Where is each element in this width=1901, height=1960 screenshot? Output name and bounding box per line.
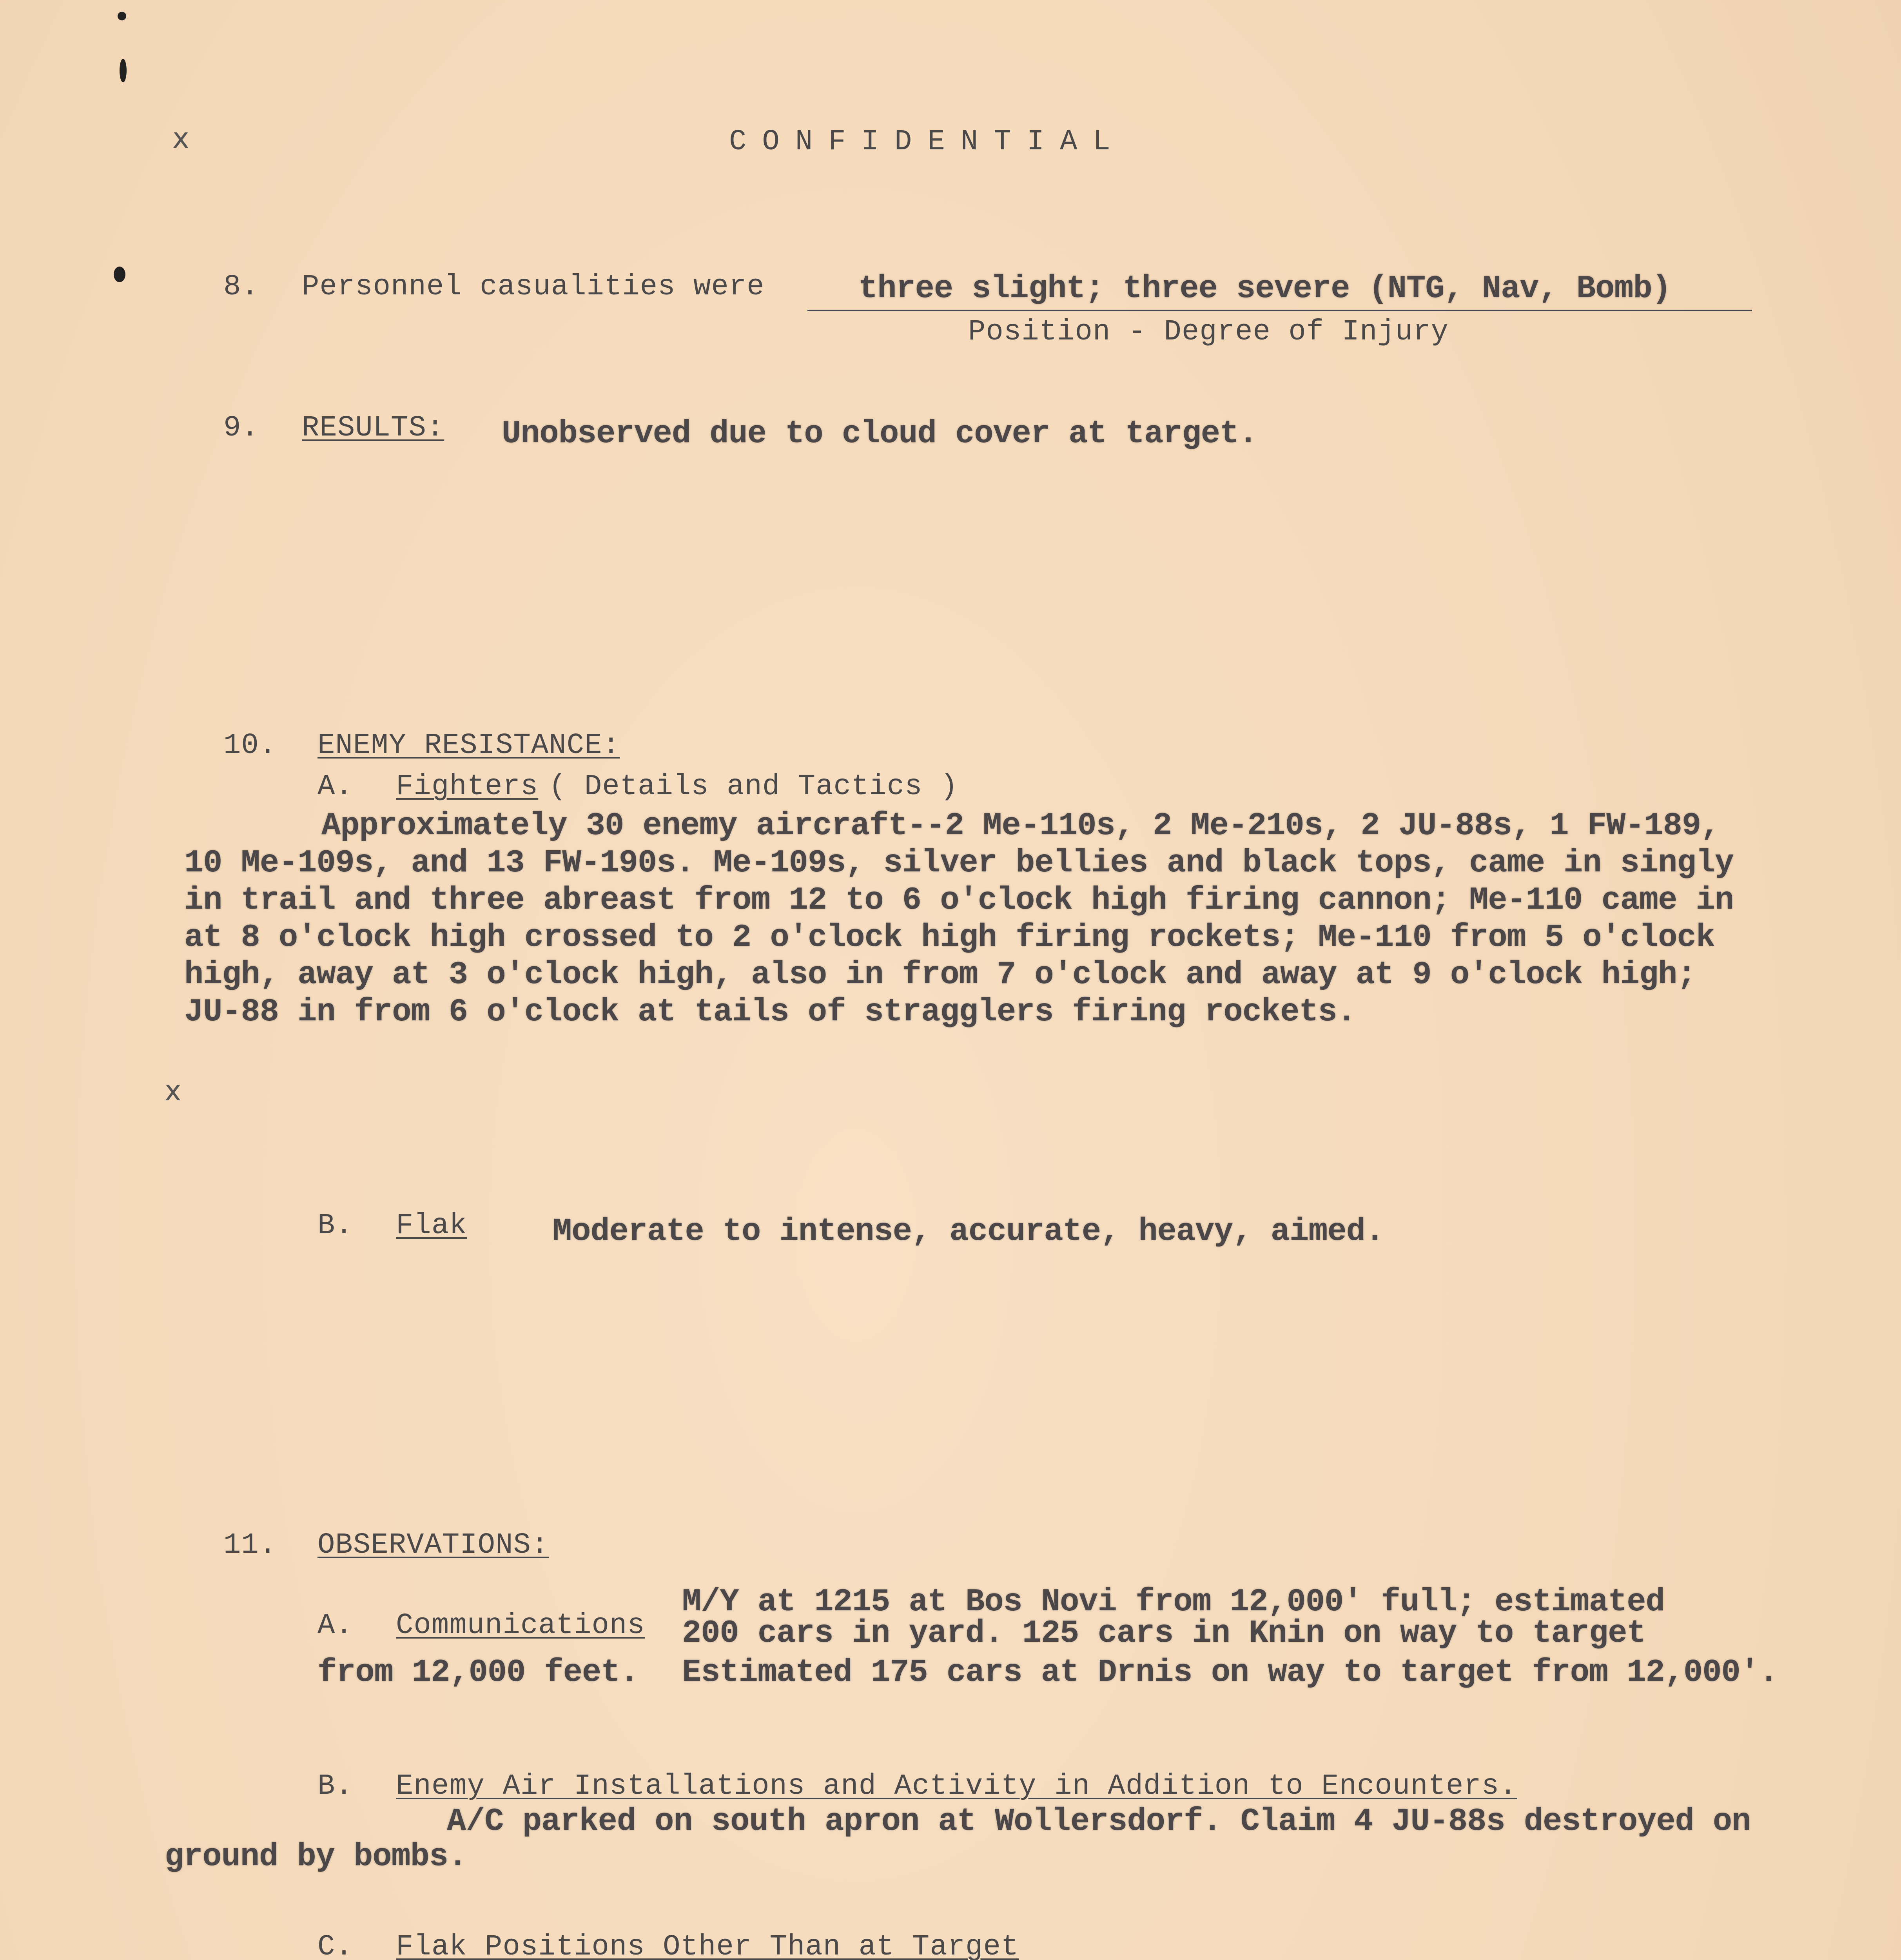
item-8-underline [807,310,1752,311]
item-10-b-value: Moderate to intense, accurate, heavy, aimed. [553,1213,1384,1250]
margin-mark: x [172,122,189,154]
item-11-number: 11. [223,1529,277,1562]
item-8-value: three slight; three severe (NTG, Nav, Bomb) [858,270,1671,307]
item-11-label: OBSERVATIONS: [317,1529,549,1562]
item-10-b-letter: B. [317,1209,353,1242]
item-9-value: Unobserved due to cloud cover at target. [502,416,1258,452]
item-9-label: RESULTS: [302,412,444,445]
item-8-caption: Position - Degree of Injury [968,316,1449,348]
paper-speck [120,59,127,82]
item-9-number: 9. [223,412,259,445]
margin-mark: x [165,1074,181,1107]
item-10-a-subtitle: ( Details and Tactics ) [549,770,958,803]
air-installations-line: ground by bombs. [165,1838,467,1875]
item-10-a-letter: A. [317,770,353,803]
paper-speck [118,12,126,20]
fighters-line: high, away at 3 o'clock high, also in from 7 o'clock and away at 9 o'clock high; [184,956,1696,993]
paper-speck [114,267,125,282]
item-10-label: ENEMY RESISTANCE: [317,729,620,762]
item-11-b-letter: B. [317,1770,353,1803]
fighters-line: in trail and three abreast from 12 to 6 o'clock high firing cannon; Me-110 came in [184,882,1734,918]
item-11-a-label: Communications [396,1609,645,1642]
communications-line: from 12,000 feet. [317,1654,639,1691]
fighters-line: 10 Me-109s, and 13 FW-190s. Me-109s, silver bellies and black tops, came in singly [184,845,1734,881]
communications-line: Estimated 175 cars at Drnis on way to target from 12,000'. [682,1654,1778,1691]
fighters-line: JU-88 in from 6 o'clock at tails of stragglers firing rockets. [184,994,1356,1030]
item-11-a-letter: A. [317,1609,353,1642]
item-11-c-label: Flak Positions Other Than at Target [396,1931,1019,1960]
item-8-label: Personnel casualities were [302,270,765,303]
item-8-number: 8. [223,270,259,303]
fighters-line: at 8 o'clock high crossed to 2 o'clock high firing rockets; Me-110 from 5 o'clock [184,919,1715,956]
item-11-b-label: Enemy Air Installations and Activity in Addition to Encounters. [396,1770,1517,1803]
item-10-number: 10. [223,729,277,762]
item-10-b-label: Flak [396,1209,467,1242]
communications-line: 200 cars in yard. 125 cars in Knin on way to target [682,1615,1646,1651]
classification-title: CONFIDENTIAL [729,125,1126,158]
communications-line: M/Y at 1215 at Bos Novi from 12,000' full; estimated [682,1584,1665,1620]
item-10-a-label: Fighters [396,770,539,803]
air-installations-line: A/C parked on south apron at Wollersdorf. Claim 4 JU-88s destroyed on [447,1803,1751,1840]
fighters-line: Approximately 30 enemy aircraft--2 Me-110s, 2 Me-210s, 2 JU-88s, 1 FW-189, [321,808,1720,844]
item-11-c-letter: C. [317,1931,353,1960]
